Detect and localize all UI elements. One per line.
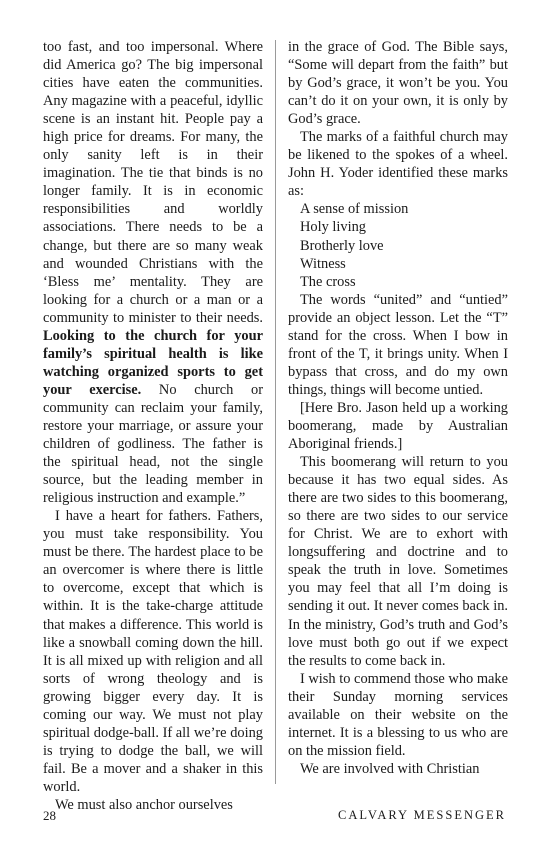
mark-item: The cross: [300, 273, 356, 290]
mark-item: Brotherly love: [300, 237, 384, 254]
mark-item: Holy living: [300, 219, 366, 236]
right-paragraph-1: in the grace of God. The Bible says, “Some will depart from the faith” but by God’s grace, it won’t be you. You can’t do it on your own, it is only by God’s grace.: [288, 39, 508, 128]
right-paragraph-5: This boomerang will return to you because it has two equal sides. As there are two sides to this boomerang, so there are two sides to our service for Christ. We are to exhort with longsuffering and doctrine and to speak the truth in love. Sometimes you may feel that all I’m doing is sending it out. It never comes back in. In the ministry, God’s truth and God’s love must both go out if we expect the results to come back in.: [288, 454, 508, 669]
left-paragraph-3: We must also anchor ourselves: [55, 796, 233, 813]
column-divider: [275, 40, 276, 784]
right-paragraph-6: I wish to commend those who make their Sunday morning services available on their website on the internet. It is a blessing to us who are on the mission field.: [288, 670, 508, 759]
mark-item: A sense of mission: [300, 201, 409, 218]
left-paragraph-1: [43, 38, 263, 507]
right-paragraph-2: The marks of a faithful church may be likened to the spokes of a wheel. John H. Yoder identified these marks as:: [288, 129, 508, 200]
left-paragraph-2: I have a heart for fathers. Fathers, you must take responsibility. You must be there. The hardest place to be an overcomer is where there is little to overcome, except that which is within. It is the take-charge attitude that makes a difference. This world is like a snowball coming down the hill. It is all mixed up with religion and all sorts of wrong theology and is growing bigger every day. It is coming our way. We must not play spiritual dodge-ball. If all we’re doing is trying to dodge the ball, we will fail. Be a mover and a shaker in this world.: [43, 508, 263, 795]
marks-list: [288, 200, 508, 290]
publication-title: CALVARY MESSENGER: [338, 808, 506, 822]
mark-item: Witness: [300, 255, 346, 272]
left-paragraph-1-text: too fast, and too impersonal. Where did America go? The big impersonal cities have eaten the communities. Any magazine with a peaceful, idyllic scene is an instant hit. People pay a high price for dreams. For many, the only sanity left is in their imagination. The tie that binds is no longer family. It is in economic responsibilities and worldly associations. There needs to be a change, but there are so many weak and wounded Christians with the ‘Bless me’ mentality. They are looking for a church or a man or a community to minister to their needs.: [43, 39, 263, 326]
bold-quote: Looking to the church for your family’s spiritual health is like watching organized sports to get your exercise.: [43, 327, 263, 398]
page-number: 28: [43, 808, 56, 823]
right-paragraph-4: [Here Bro. Jason held up a working boomerang, made by Australian Aboriginal friends.]: [288, 399, 508, 453]
right-paragraph-3: The words “united” and “untied” provide an object lesson. Let the “T” stand for the cross. When I bow in front of the T, it brings unity. When I bypass that cross, and do my own things, things will become untied.: [288, 291, 508, 398]
left-paragraph-1-continued: No church or community can reclaim your family, restore your marriage, or assure your children of godliness. The father is the spiritual head, not the single source, but the leading member in religious instruction and example.”: [43, 381, 263, 507]
right-column: [288, 38, 508, 778]
right-paragraph-7: We are involved with Christian: [300, 760, 480, 777]
left-column: [43, 38, 263, 814]
